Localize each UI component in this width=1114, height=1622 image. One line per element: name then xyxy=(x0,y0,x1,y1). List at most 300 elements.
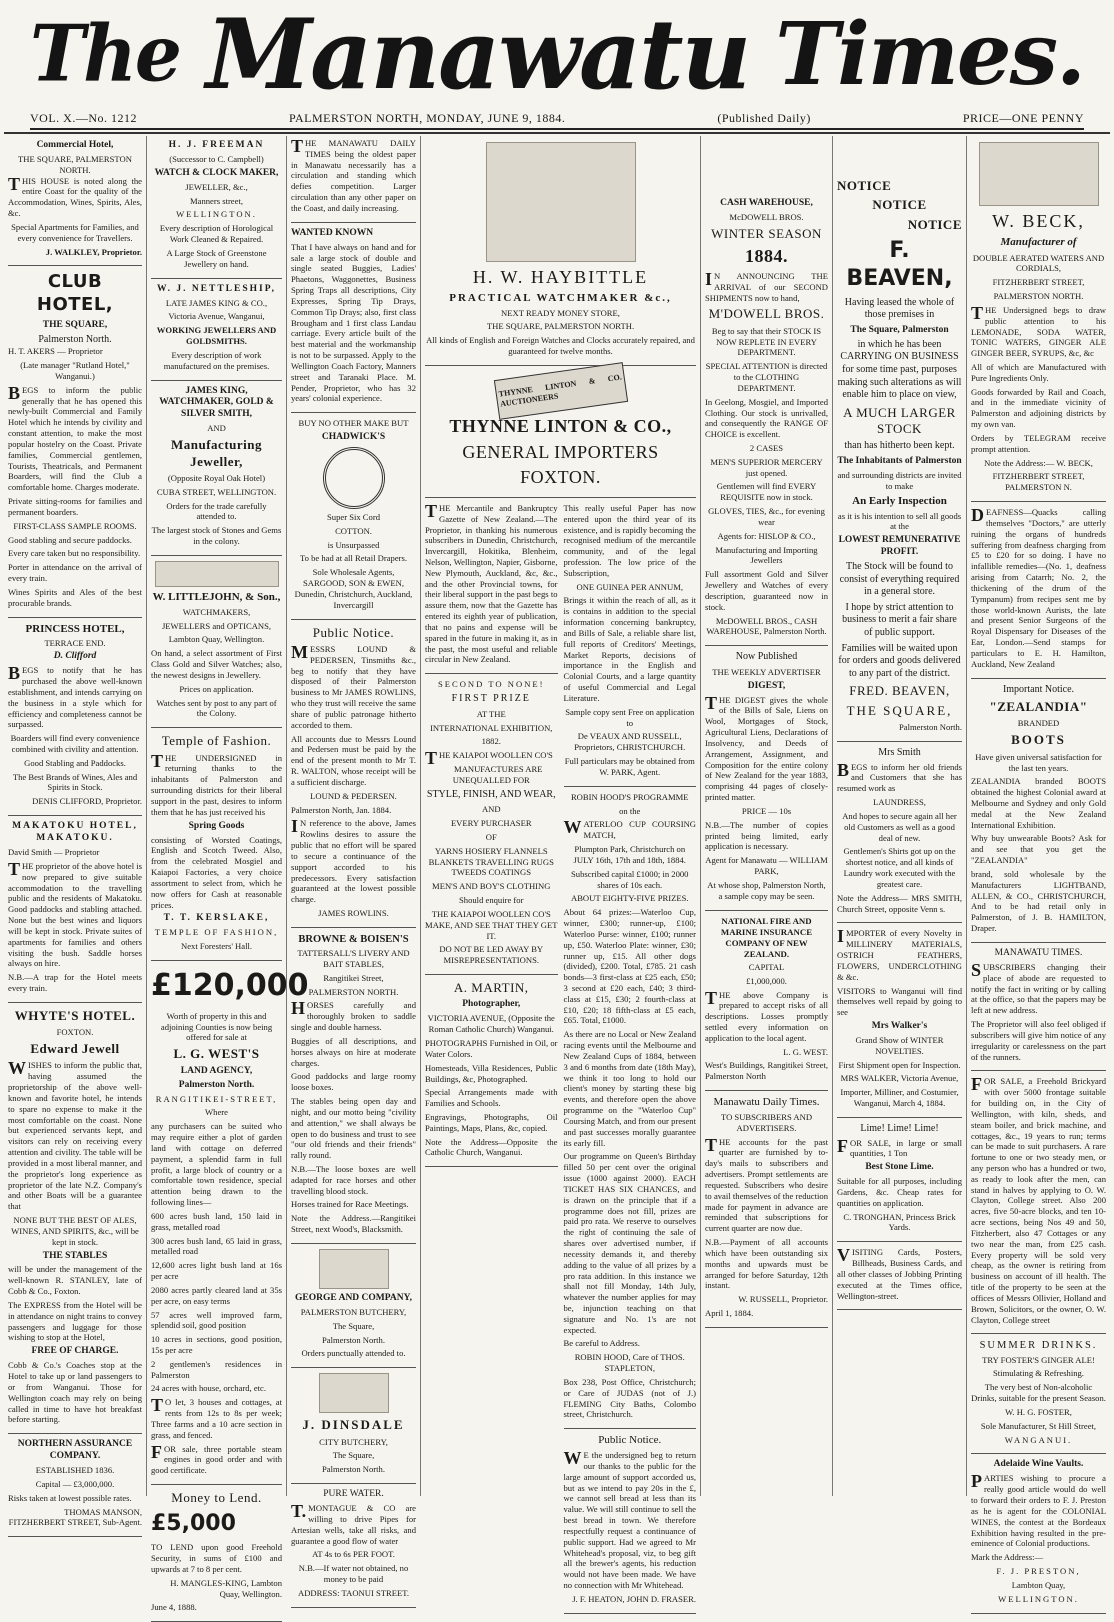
ad-sub: Manufacturing Jeweller, xyxy=(171,437,262,469)
ad-title: Money to Lend. xyxy=(171,1490,262,1506)
ad-place: FOXTON. xyxy=(520,467,601,488)
ad-sub: WATCH & CLOCK MAKER, xyxy=(154,167,279,178)
ad-title: L. G. WEST'S xyxy=(173,1046,260,1062)
ad-sign: C. TRONGHAN, Princess Brick Yards. xyxy=(843,1211,956,1233)
ad-text: EVERY PURCHASER xyxy=(450,818,532,829)
ad-manawatu-times xyxy=(971,948,1106,1071)
ad-brickyard-sale xyxy=(971,1076,1106,1334)
ad-text: Beg to say that their STOCK IS NOW REPLETE IN EVERY DEPARTMENT. xyxy=(711,325,822,358)
ad-text: Subscribed capital £1000; in 2000 shares of 10s each. xyxy=(571,868,689,890)
ad-text: Full particulars may be obtained from W. PARK, Agent. xyxy=(564,756,695,777)
ad-text: Manners street, xyxy=(190,195,243,206)
ad-text: Now Published xyxy=(735,651,798,663)
ad-text: FOR sale, three portable steam engines in good order and with good certificate. xyxy=(151,1441,282,1476)
ad-mrs-walker xyxy=(837,928,962,1118)
ad-text: As there are no Local or New Zealand racing events until the Melbourne and New Zealand Cups of 1884, between 3 and 6 months from date (18th May), we think it too long to hold our client's money by starting these big events, and therefore open the above programme on the "Waterloo Cup" Coursing Match, and from our present and past successes morally guarantee its early fill. xyxy=(563,1029,696,1148)
ad-dinsdale-butchery xyxy=(291,1373,416,1484)
ad-sign: J. F. HEATON, JOHN D. FRASER. xyxy=(572,1593,696,1604)
ad-text: Prices on application. xyxy=(179,683,254,694)
columns xyxy=(4,136,1110,1613)
ad-text: Special Apartments for Families, and every convenience for Travellers. xyxy=(11,221,139,243)
ad-amount: £5,000 xyxy=(151,1511,236,1537)
ad-text: Capital — £3,000,000. xyxy=(35,1478,115,1489)
ad-text: The Square, xyxy=(332,1450,375,1461)
masthead xyxy=(0,0,1114,111)
ad-text: Manufacturing and Importing Jewellers xyxy=(715,544,818,566)
ad-sign: JAMES ROWLINS. xyxy=(318,908,389,919)
column-5 xyxy=(700,136,832,1496)
ad-text: Should enquire for xyxy=(459,895,524,906)
ad-text: Cobb & Co.'s Coaches stop at the Hotel to take up or land passengers to or from Wanganui. Those for Wellington coach may rely on being called in time to have hot breakfast before starting. xyxy=(8,1360,142,1425)
ad-text: Orders punctually attended to. xyxy=(301,1348,406,1359)
col4-right xyxy=(564,503,697,1619)
ad-title: M'DOWELL BROS. xyxy=(708,306,825,322)
ad-title: Adelaide Wine Vaults. xyxy=(993,1459,1084,1470)
ad-text: RANGITIKEI-STREET, xyxy=(155,1093,278,1104)
ad-text: N.B.—If water not obtained, no money to be paid xyxy=(298,1563,409,1585)
cow-engraving-picture xyxy=(319,1373,389,1413)
price: PRICE—ONE PENNY xyxy=(962,110,1084,125)
ad-title: H. W. HAYBITTLE xyxy=(472,267,649,287)
ad-date: June 4, 1888. xyxy=(151,1602,197,1613)
ad-text: Palmerston North. xyxy=(321,1334,385,1345)
ad-sub: "ZEALANDIA" xyxy=(989,699,1088,715)
ad-text: as it is his intention to sell all goods at the xyxy=(837,510,962,532)
ad-second-to-none xyxy=(425,679,558,975)
ad-text: BRANDED xyxy=(1017,718,1060,729)
ad-line: 2080 acres partly cleared land at 35s per acre, on easy terms xyxy=(151,1284,282,1306)
ad-text: PRICE — 10s xyxy=(741,805,792,816)
ad-sign: MRS WALKER, Victoria Avenue, xyxy=(840,1073,959,1084)
ad-sub: The Inhabitants of Palmerston xyxy=(837,456,962,467)
ad-text: THE KAIAPOI WOOLLEN CO'S xyxy=(425,748,553,769)
ad-text: GLOVES, TIES, &c., for evening wear xyxy=(708,506,825,527)
ad-text: CAPITAL xyxy=(748,961,785,972)
ad-text: I hope by strict attention to business to merit a fair share of public support. xyxy=(842,601,957,639)
ad-text: £1,000,000. xyxy=(746,975,787,986)
ad-text: Sole Wholesale Agents, SARGOOD, SON & EWEN, Dunedin, Christchurch, Auckland, Invercargill xyxy=(294,567,413,610)
ad-text: Palmerston North. xyxy=(321,1464,385,1475)
ad-text: 2 CASES xyxy=(749,442,784,453)
col4-split xyxy=(425,500,696,1619)
ad-text: YARNS HOSIERY FLANNELS BLANKETS TRAVELLING RUGS TWEEDS COATINGS xyxy=(428,845,554,878)
ad-text: WE the undersigned beg to return our thanks to the public for the large amount of support accorded us, but as we intend to pay 20s in the £, we cannot sell bread at less than its value. We will still continue to sell the best bread in town. We therefore respectfully request a continuance of public support. Had we agreed to Mr Whitehead's proposal, viz, to beg gift all the brewer's agents, his reduction would not have been made. We have no connection with Mr Whitehead. xyxy=(563,1448,696,1591)
ad-text: To be had at all Retail Drapers. xyxy=(299,553,408,564)
notice-heading: NOTICE xyxy=(907,216,962,232)
ad-text: All of which are Manufactured with Pure Ingredients Only. xyxy=(971,361,1106,383)
ad-text: SUBSCRIBERS changing their place of abode are requested to notify the fact in writing or by calling at the office, so that the papers may be left at new address. xyxy=(971,959,1106,1016)
ad-james-king xyxy=(151,386,282,556)
volume: VOL. X.—No. 1212 xyxy=(30,110,137,125)
column-7 xyxy=(966,136,1110,1604)
ad-text: FIRST-CLASS SAMPLE ROOMS. xyxy=(13,520,137,531)
ad-text: JEWELLERS and OPTICANS, xyxy=(161,620,272,631)
ad-money-to-lend xyxy=(151,1490,282,1622)
ad-text: Rangitikei Street, xyxy=(323,972,384,983)
ad-text: FIRST PRIZE xyxy=(451,693,531,705)
machinery-engraving-picture xyxy=(979,142,1099,206)
ad-text: Note the Address.—Rangitikei Street, next Wood's, Blacksmith. xyxy=(291,1213,416,1235)
ad-text: Gentlemen will find EVERY REQUISITE now in stock. xyxy=(716,481,817,503)
ad-robin-hood xyxy=(564,792,697,1430)
ad-text: ROBIN HOOD, Care of THOS. STAPLETON, xyxy=(574,1352,685,1374)
ad-text: FITZHERBERT STREET, PALMERSTON N. xyxy=(992,471,1085,493)
ad-line: 2 gentlemen's residences in Palmerston xyxy=(151,1358,282,1380)
ad-sub: TERRACE END. xyxy=(44,638,106,649)
ad-line: 57 acres well improved farm, splendid soil, good position xyxy=(151,1309,282,1331)
ad-text: FOR SALE, a Freehold Brickyard with over 5000 frontage suitable for building on, in the City of Wellington, with kiln, sheds, and steam boiler, and brick machine, and cottages, &c., 19 years to run; terms can be made to suit purchasers. A rare fortune to one or two steady men, or any person who has a hundred or two, as ready to look after the men, can stand in halves by applying to O. W. Clayton, College street. Also 200 acres, five 50-acre blocks, and ten 10-acre sections, being Nos 49 and 50, Fitzherbert, also 47 Cottages or any two near the man, from £25 cash. Every property will be sold very cheap, as the owner is retiring from business on account of ill health. The title of the property to be seen at the offices of Messrs Ollivier, Holland and Brown, Solicitors, or the owner, O. W. Clayton, College street xyxy=(971,1074,1106,1325)
ad-sub: Photographer, xyxy=(462,999,521,1010)
ad-haybittle xyxy=(425,142,696,366)
ad-sub: Spring Goods xyxy=(188,820,245,831)
ad-title: CASH WAREHOUSE, xyxy=(720,198,813,208)
ad-text: on the xyxy=(619,805,641,816)
ad-text: TO LEND upon good Freehold Security, in sums of £100 and upwards at 7 to 8 per cent. xyxy=(151,1542,282,1574)
ad-text: WATCHMAKERS, xyxy=(182,606,251,617)
ad-title: F. BEAVEN, xyxy=(846,238,953,291)
ad-text: 1882. xyxy=(481,736,501,747)
ad-text: HORSES carefully and thoroughly broken to saddle single and double harness. xyxy=(291,998,416,1033)
ad-text: Goods forwarded by Rail and Coach, and in the immediate vicinity of Palmerston and adjoining districts by my own van. xyxy=(971,386,1106,430)
ad-text: NONE BUT THE BEST OF ALES, WINES, AND SPIRITS, &c., will be kept in stock. xyxy=(11,1215,139,1247)
ad-text: Mark the Address:— xyxy=(971,1552,1044,1563)
ad-sub: LAND AGENCY, xyxy=(180,1065,253,1076)
ad-princess-hotel xyxy=(8,623,142,817)
ad-public-notice-bread xyxy=(564,1434,697,1613)
ad-text: Lambton Quay, xyxy=(1011,1579,1066,1590)
ad-text: (Opposite Royal Oak Hotel) xyxy=(167,472,266,483)
ad-text: Where xyxy=(205,1107,228,1118)
ad-title: CHADWICK'S xyxy=(321,432,386,443)
ad-text: SPECIAL ATTENTION is directed to the CLOTHING DEPARTMENT. xyxy=(705,361,828,393)
ad-text: The Square, xyxy=(332,1320,375,1331)
column-2 xyxy=(146,136,309,1613)
ad-sub: LOWEST REMUNERATIVE PROFIT. xyxy=(838,535,961,558)
ad-text: Sole Manufacturer, St Hill Street, xyxy=(980,1420,1097,1431)
ad-lime xyxy=(837,1123,962,1242)
ad-sub: An Early Inspection xyxy=(852,494,947,507)
ad-place: Palmerston North. xyxy=(38,333,112,345)
ad-title: JAMES KING, WATCHMAKER, GOLD & SILVER SMITH, xyxy=(159,385,274,420)
ad-text: At whose shop, Palmerston North, a sample copy may be seen. xyxy=(707,879,826,901)
ad-text: and surrounding districts are invited to make xyxy=(837,470,962,491)
ad-text: JEWELLER, &c., xyxy=(185,181,248,192)
ad-sign: THE SQUARE, xyxy=(846,702,953,718)
ad-text: WATERLOO CUP COURSING MATCH, xyxy=(563,817,696,841)
ad-text: N.B.—The number of copies printed being limited, early application is necessary. xyxy=(705,819,828,852)
ad-text: THE Mercantile and Bankruptcy Gazette of New Zealand.—The Proprietor, in thanking his numerous subscribers in Dunedin, Christchurch, Invercargill, Hokitika, Blenheim, Nelson, Wellington, Napier, Gisborne, New Plymouth, Auckland, &c, &c., and the other Provincial towns, for their liberal support in the past begs to assure them, now that the Gazette has entered its eighth year of publication, that no pains and expense will be spared in the future in making it, as in the past, the most useful and reliable circular in New Zealand. xyxy=(425,500,558,665)
ad-sign: L. G. WEST. xyxy=(783,1046,828,1057)
ad-commercial-hotel xyxy=(8,140,142,266)
ad-text: ZEALANDIA branded BOOTS obtained the highest Colonial award at Melbourne and Sydney and only Gold medal at the New Zealand International Exhibition. xyxy=(971,776,1106,830)
ad-sub: BOOTS xyxy=(1011,732,1066,748)
ad-text: The very best of Non-alcoholic Drinks, suitable for the present Season. xyxy=(971,1382,1106,1404)
ad-title: NORTHERN ASSURANCE COMPANY. xyxy=(17,1439,133,1462)
ad-wanted-known xyxy=(291,228,416,413)
ad-sub: FREE OF CHARGE. xyxy=(31,1346,119,1357)
ad-text: Manufacturer of xyxy=(1000,235,1077,248)
ad-text: TEMPLE OF FASHION, xyxy=(154,927,279,938)
ad-text: On hand, a select assortment of First Class Gold and Silver Watches; also, the newest designs in Jewellery. xyxy=(151,648,282,680)
ad-sign: FRED. BEAVEN, xyxy=(849,683,950,699)
ad-club-hotel xyxy=(8,271,142,617)
ad-chadwicks xyxy=(291,418,416,619)
ad-title: BROWNE & BOISEN'S xyxy=(298,933,409,945)
ad-sub: McDOWELL BROS. xyxy=(729,211,804,222)
ad-text: Next Foresters' Hall. xyxy=(181,941,252,952)
ad-sub: TO SUBSCRIBERS AND ADVERTISERS. xyxy=(720,1111,813,1133)
ad-text: THE proprietor of the above hotel is now prepared to give suitable accommodation to the travelling public and the residents of Makatoku. Good paddocks and stabling attached. None but the best wines and liquors will be kept in stock. Private suites of apartments for families and others visiting the bush. Saddle horses always on hire. xyxy=(8,858,142,969)
ad-text: THE SQUARE, PALMERSTON NORTH. xyxy=(486,321,635,332)
ad-browne-boisen xyxy=(291,933,416,1244)
ad-text: T.MONTAGUE & CO are willing to drive Pipes for Artesian wells, take all risks, and guarantee a good flow of water xyxy=(291,1501,416,1546)
ad-title: CLUB HOTEL, xyxy=(36,271,114,316)
ad-digest xyxy=(705,651,828,910)
ad-text: N.B.—Payment of all accounts which have been outstanding six months and upwards must be arranged for before Saturday, 12th instant. xyxy=(705,1237,828,1291)
ad-text: The Stock will be found to consist of everything required in a general store. xyxy=(839,561,960,598)
ad-littlejohn xyxy=(151,561,282,728)
ad-text: is Unsurpassed xyxy=(327,539,380,550)
ad-sub: THE SQUARE, xyxy=(42,319,108,330)
ad-text: SECOND TO NONE! xyxy=(437,679,545,690)
ad-text: THE WEEKLY ADVERTISER xyxy=(712,666,821,677)
ad-text: any purchasers can be suited who may require either a plot of garden land with cottage on deferred payment, a splendid farm in full profit, a large block of country or a comfortable town residence, special attention being drawn to the following lines— xyxy=(151,1121,282,1208)
ad-text: Have given universal satisfaction for the last ten years. xyxy=(975,751,1102,773)
ad-line: 12,600 acres light bush land at 16s per acre xyxy=(151,1260,282,1282)
masthead-the: The xyxy=(30,8,180,100)
ad-mercantile-gazette xyxy=(425,500,558,674)
ad-text: Note the Address— MRS SMITH, Church Street, opposite Venn s. xyxy=(837,892,962,914)
ad-northern-assurance xyxy=(8,1439,142,1537)
ad-title: H. J. FREEMAN xyxy=(168,140,265,150)
ad-text: Having leased the whole of those premises in xyxy=(844,296,955,321)
ad-title: PURE WATER. xyxy=(323,1489,384,1500)
ad-text: FITZHERBERT STREET, xyxy=(992,277,1085,288)
column-1 xyxy=(4,136,146,1528)
ad-text: Orders by TELEGRAM receive prompt attention. xyxy=(971,432,1106,454)
ad-sign: F. J. PRESTON, xyxy=(996,1566,1081,1577)
ad-text: Full assortment Gold and Silver Jewellery and Watches of every description, guaranteed now in stock. xyxy=(705,569,828,612)
ad-title: W. J. NETTLESHIP, xyxy=(156,283,277,294)
ad-sub: GENERAL IMPORTERS xyxy=(462,441,659,462)
column-6 xyxy=(832,136,966,1496)
ad-text: The largest stock of Stones and Gems in the colony. xyxy=(151,525,282,547)
ad-text: DO NOT BE LED AWAY BY MISREPRESENTATIONS. xyxy=(439,944,544,966)
ad-text: This really useful Paper has now entered upon the third year of its existence, and is rapidly becoming the recognised medium of the mercantile community, and of the legal profession. The low price of the Subscription, xyxy=(563,502,696,578)
ad-text: That I have always on hand and for sale a large stock of double and single seated Buggies, Ladies' Phaetons, Waggonettes, Business Spring Traps all descriptions, City Expresses, Spring Tip Drays, Common Tip Drays; also, first class Brougham and 1 first class Landau carriage. Every article built of the best material and the workmanship is not to be surpassed. Apply to the Wellington Coach Factory, Manners street and Taranaki Place. M. Pender, Proprietor, who has 32 years' colonial experience. xyxy=(291,241,416,404)
ad-text: Note the Address:— W. BECK, xyxy=(984,457,1093,468)
ad-deafness xyxy=(971,507,1106,678)
ad-text: Every description of work manufactured on the premises. xyxy=(163,349,270,371)
ad-cash-warehouse xyxy=(705,198,828,646)
ad-text: VICTORIA AVENUE, (Opposite the Roman Catholic Church) Wanganui. xyxy=(427,1013,555,1035)
ad-text: BEGS to notify that he has purchased the above well-known establishment, and intends carrying on the business in a style which for efficiency and completeness cannot be surpassed. xyxy=(8,663,142,730)
ad-text: Note the Address—Opposite the Catholic Church, Wanganui. xyxy=(425,1136,558,1158)
ad-place: FOXTON. xyxy=(56,1027,94,1038)
ad-text: AT 4s to 6s PER FOOT. xyxy=(312,1549,395,1560)
ad-text: MESSRS LOUND & PEDERSEN, Tinsmiths &c., beg to notify that they have disposed of their Palmerston business to Mr JAMES ROWLINS, who they trust will receive the same share of public patronage hitherto accorded to them. xyxy=(291,641,416,730)
masthead-times: Times. xyxy=(775,3,1084,105)
ad-text: A Large Stock of Greenstone Jewellery on hand. xyxy=(166,247,267,269)
ad-text: Agent for Manawatu — WILLIAM PARK, xyxy=(705,855,828,877)
ad-prop: D. Clifford xyxy=(53,651,97,662)
ad-text: Engravings, Photographs, Oil Paintings, Maps, Plans, &c, copied. xyxy=(425,1112,558,1133)
ad-visiting-cards xyxy=(837,1247,962,1310)
ad-temple-of-fashion xyxy=(151,733,282,961)
ad-text: WELLINGTON. xyxy=(998,1593,1079,1604)
ad-title: WINTER SEASON xyxy=(711,225,822,241)
ad-text: WORKING JEWELLERS AND GOLDSMITHS. xyxy=(156,325,277,347)
ad-nettleship xyxy=(151,284,282,381)
ad-freeman xyxy=(151,140,282,279)
ad-weekly-advertiser xyxy=(564,503,697,787)
ad-sign: DENIS CLIFFORD, Proprietor. xyxy=(32,796,142,807)
ad-text: Our programme on Queen's Birthday filled 50 per cent over the original issue (1000 against 2000). EACH TICKET HAS SIX CHANCES, and is drawn on the principle that if a programme does not fill, prizes are paid pro rata. We reserve to ourselves the right of continuing the sale of shares over advertised number, if necessity demands it, and thereby adding to the value of all prizes by a pro rata addition. In this instance we shall not fill Monday, 14th July, whatever the number applies for may be, injunction teaching on that signature and No. 1's are not expected. xyxy=(563,1151,696,1335)
ad-text: BEGS to inform her old friends and Customers that she has resumed work as xyxy=(837,759,962,794)
ad-text: MEN'S AND BOY'S CLOTHING xyxy=(432,881,551,892)
ad-text: THE DIGEST gives the whole of the Bills of Sale, Liens on Wool, Mortgages of Stock, Agricultural Liens, Declarations of Insolvency, and Deeds of Arrangement, Assignment, and Composition for the entire colony of New Zealand for the year 1883, comprising 44 pages of closely-printed matter. xyxy=(705,692,828,803)
ad-title: NATIONAL FIRE AND MARINE INSURANCE COMPANY OF NEW ZEALAND. xyxy=(720,915,813,959)
ad-text: consisting of Worsted Coatings, English and Scotch Tweed. Also, from the celebrated Mosgiel and Kaiapoi Factories, a very choice assortment to select from, which he now offers for Cash at reasonable prices. xyxy=(151,834,282,910)
ad-text: Stimulating & Refreshing. xyxy=(993,1368,1084,1379)
ad-title: ROBIN HOOD'S PROGRAMME xyxy=(570,791,689,802)
ad-text: PALMERSTON NORTH. xyxy=(308,986,399,997)
ad-title: W. LITTLEJOHN, & Son., xyxy=(152,590,281,603)
ad-text: LATE JAMES KING & CO., xyxy=(165,297,268,308)
ad-text: IMPORTER of every Novelty in MILLINERY MATERIALS, OSTRICH FEATHERS, FLOWERS, UNDERCLOTHING & &c. xyxy=(837,926,962,982)
ad-amount: £120,000 xyxy=(151,968,309,1003)
ad-sub: A MUCH LARGER STOCK xyxy=(843,404,956,437)
ad-text: Be careful to Address. xyxy=(563,1338,640,1349)
ad-title: 1884. xyxy=(745,246,788,267)
ad-text: And hopes to secure again all her old Customers as well as a good deal of new. xyxy=(842,810,957,843)
ad-text: TRY FOSTER'S GINGER ALE! xyxy=(982,1354,1095,1365)
ad-text: INTERNATIONAL EXHIBITION, xyxy=(430,722,553,733)
ad-text: In Geelong, Mosgiel, and Imported Clothing. Our stock is unrivalled, and consequently the RANGE OF CHOICE is excellent. xyxy=(705,396,828,440)
ad-text: CUBA STREET, WELLINGTON. xyxy=(156,486,277,497)
ad-text: THE KAIAPOI WOOLLEN CO'S MAKE, AND SEE THAT THEY GET IT. xyxy=(425,908,558,941)
bull-engraving-picture xyxy=(319,1249,389,1289)
ad-text: Homesteads, Villa Residences, Public Buildings, &c, Photographed. xyxy=(425,1062,558,1084)
ad-sign: W. H. G. FOSTER, xyxy=(1005,1406,1072,1417)
ad-text: Plumpton Park, Christchurch on JULY 16th, 17th and 18th, 1884. xyxy=(573,844,686,865)
ad-title: Important Notice. xyxy=(1002,683,1075,695)
ad-text: THE UNDERSIGNED in returning thanks to the inhabitants of Palmerston and surrounding districts for their liberal support in the past, desires to inform them that he has just received his xyxy=(151,750,282,817)
ad-text: Special Arrangements made with Families and Schools. xyxy=(425,1087,558,1109)
ad-sub: PRACTICAL WATCHMAKER &c., xyxy=(449,291,672,304)
ad-text: The Proprietor will also feel obliged if subscribers will give him notice of any irregularity or carelessness on the part of the runners. xyxy=(971,1019,1106,1062)
ad-title: GEORGE AND COMPANY, xyxy=(295,1292,412,1303)
column-3 xyxy=(286,136,420,1598)
ad-title: Lime! Lime! Lime! xyxy=(860,1122,939,1134)
ad-text: AND xyxy=(481,804,501,815)
ad-text: THE MANAWATU DAILY TIMES being the oldest paper in Manawatu necessarily has a circulation and standing which defies competition. Larger circulation than any other paper on the Coast, and daily increasing. xyxy=(291,136,416,213)
ad-title: Public Notice. xyxy=(598,1434,662,1447)
ad-text: Porter in attendance on the arrival of every train. xyxy=(8,562,142,584)
ad-text: Orders for the trade carefully attended to. xyxy=(166,500,267,522)
ad-text: VISITORS to Wanganui will find themselves well repaid by going to see xyxy=(837,985,962,1018)
ad-text: Every care taken but no responsibility. xyxy=(8,548,141,559)
ad-text: Gentlemen's Shirts got up on the shortest notice, and all kinds of Laundry work executed with the greatest care. xyxy=(843,846,956,889)
ad-sub: PALMERSTON BUTCHERY, xyxy=(300,1306,407,1317)
ad-summer-drinks xyxy=(971,1339,1106,1454)
chadwick-seal-picture xyxy=(323,447,385,509)
header-rule xyxy=(4,132,1110,134)
ad-text: The stables being open day and night, and our motto being "civility and attention," we shall always be open to do business and trust to see "our old friends and their friends" rally round. xyxy=(291,1096,416,1161)
ad-text: Why buy unwearable Boots? Ask for and see that you get the "ZEALANDIA" xyxy=(971,833,1106,866)
ad-text: First Shipment open for Inspection. xyxy=(838,1059,961,1070)
ad-sub: CITY BUTCHERY, xyxy=(319,1436,388,1447)
ad-text: Good Stabling and Paddocks. xyxy=(24,757,126,768)
ad-text: The Best Brands of Wines, Ales and Spirits in Stock. xyxy=(12,771,138,793)
ad-text: Lambton Quay, Wellington. xyxy=(168,634,265,645)
ad-text: Private sitting-rooms for families and permanent boarders. xyxy=(8,496,142,517)
ad-manawatu-daily-times xyxy=(705,1096,828,1328)
ad-zealandia-boots xyxy=(971,684,1106,943)
ad-text: Brings it within the reach of all, as it is contains in addition to the special information concerning bankruptcy, and Bills of Sale, a reliable share list, full reports of Creditors' Meetings, Market Reports, decisions of importance in the English and Colonial Courts, and a large quantity of useful Commercial and Legal Literature. xyxy=(563,595,696,703)
royal-warrant-picture xyxy=(155,561,279,587)
column-4 xyxy=(420,136,700,1604)
ad-title: Commercial Hotel, xyxy=(36,140,114,150)
ad-text: ABOUT EIGHTY-FIVE PRIZES. xyxy=(570,893,689,904)
ad-title: Manawatu Daily Times. xyxy=(713,1096,820,1109)
ad-martin-photographer xyxy=(425,980,558,1167)
ad-text: than has hitherto been kept. xyxy=(844,440,955,452)
ad-prop: H. T. AKERS — Proprietor xyxy=(8,346,103,357)
ad-line: 600 acres bush land, 150 laid in grass, metalled road xyxy=(151,1210,282,1232)
ad-date: Palmerston North, Jan. 1884. xyxy=(291,804,392,815)
ad-text: ONE GUINEA PER ANNUM, xyxy=(576,581,683,592)
ad-sign: Palmerston North. xyxy=(898,722,962,733)
ad-text: Good stabling and secure paddocks. xyxy=(8,534,132,545)
ad-sign: W. RUSSELL, Proprietor. xyxy=(738,1294,828,1305)
ad-text: DEAFNESS—Quacks calling themselves "Doctors," are utterly ruining the organs of hundreds suffering from deafness charging from £5 to £20 for so doing. I have no infallible remedies—(No. 1, deafness arising from Catarrh; No. 2, the thickening of the drum of the Tympanum) from recipes sent me by those world-known Aurists, the late and present Senior Surgeons of the Royal Dispensary for Diseases of the Ear, London.—Send stamps for particulars to E. H. Hamilton, Auckland, New Zealand xyxy=(971,505,1106,669)
ad-prop: Edward Jewell xyxy=(30,1041,120,1057)
ad-text: Wines Spirits and Ales of the best procurable brands. xyxy=(8,586,142,608)
ad-text: BEGS to inform the public generally that he has opened this newly-built Commercial and Family Hotel which he intends by civility and constant attention, to make the most popular hostelry on the Coast. Private families, Commercial gentlemen, Tourists, Theatricals, and Permanent Boarders, will find the Club a comfortable home. Charges moderate. xyxy=(8,382,142,493)
ad-text: WELLINGTON. xyxy=(176,209,257,220)
ad-text: All kinds of English and Foreign Watches and Clocks accurately repaired, and guaranteed for twelve months. xyxy=(426,335,695,357)
ad-text: The EXPRESS from the Hotel will be in attendance on night trains to convey passengers and luggage for those wishing to stop at the Hotel, xyxy=(8,1299,142,1343)
ad-national-fire xyxy=(705,916,828,1092)
ad-west-land-agency xyxy=(151,967,309,1485)
ad-sign: McDOWELL BROS., CASH WAREHOUSE, Palmerston North. xyxy=(706,615,827,637)
ad-text: STYLE, FINISH, AND WEAR, xyxy=(426,788,556,800)
ad-title: A. MARTIN, xyxy=(453,980,529,996)
ad-text: THE Undersigned begs to draw public attention to his LEMONADE, SODA WATER, TONIC WATERS, GINGER ALE GINGER BEER, SYRUPS, &c, &c xyxy=(971,302,1106,359)
ad-mrs-smith xyxy=(837,747,962,923)
ad-text: Importer, Milliner, and Costumier, Wanganui, March 4, 1884. xyxy=(840,1087,959,1109)
ad-late: (Late manager "Rutland Hotel," Wanganui.) xyxy=(20,360,130,381)
ad-line: 24 acres with house, orchard, etc. xyxy=(151,1383,267,1394)
ad-text: DOUBLE AERATED WATERS AND CORDIALS, xyxy=(972,252,1105,274)
ad-makatoku-hotel xyxy=(8,821,142,1003)
ad-sub: Mrs Walker's xyxy=(871,1021,928,1032)
ad-text: IN reference to the above, James Rowlins desires to assure the public that no effort will be spared to secure a continuance of the support accorded to his predecessors. Every satisfaction guaranteed at the lowest possible charge. xyxy=(291,816,416,905)
ad-date: April 1, 1884. xyxy=(705,1308,754,1319)
ad-text: OF xyxy=(485,831,497,842)
ad-text: About 64 prizes:—Waterloo Cup, winner, £300; runner-up, £100; Waterloo Purse: winner, £100; runner up, £50. Waterloo Plate: winner, £30; runner up, £15. All other dogs (divided), £200. Total, £785. 21 cash bonds—3 first-class at £25 each, £50; 3 second at £20 each, £40; 3 third-class at £15, £30; 2 fourth-class at £10, £20; 18 fifth-class at £5 each, £65. Total, £1000. xyxy=(563,907,696,1026)
ad-text: Grand Show of WINTER NOVELTIES. xyxy=(855,1034,944,1056)
dateline xyxy=(30,108,1084,130)
ad-daily-times xyxy=(291,138,416,223)
ad-text: Every description of Horological Work Cleaned & Repaired. xyxy=(159,223,274,245)
ad-sign: LOUND & PEDERSEN. xyxy=(310,790,397,801)
ad-text: AND xyxy=(207,423,226,434)
ad-text: West's Buildings, Rangitikei Street, Palmerston North xyxy=(705,1060,828,1082)
ad-text: MANUFACTURES ARE UNEQUALLED FOR xyxy=(452,764,543,785)
ad-text: LAUNDRESS, xyxy=(873,797,926,808)
